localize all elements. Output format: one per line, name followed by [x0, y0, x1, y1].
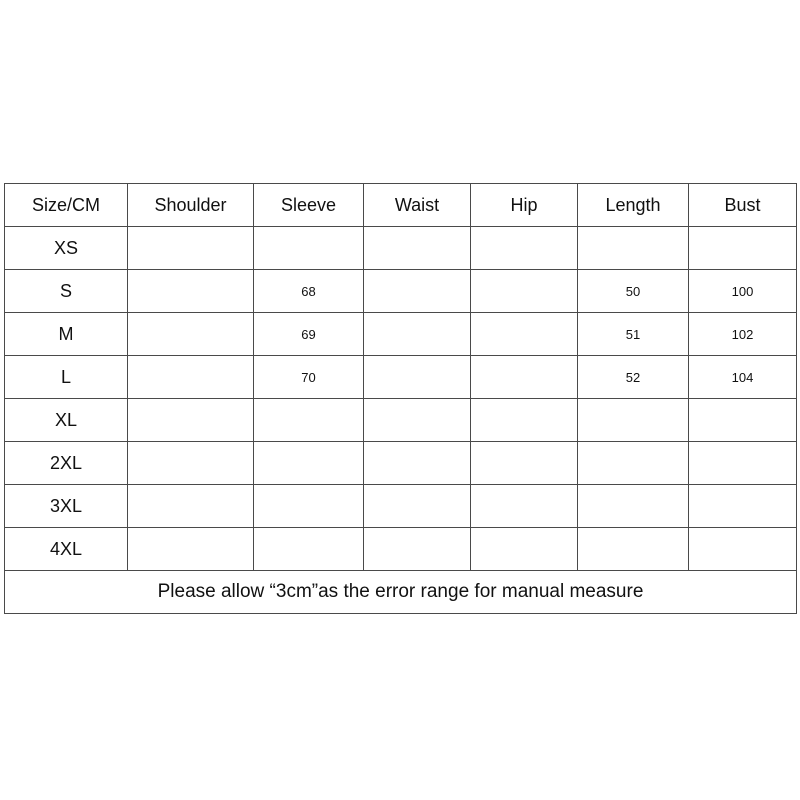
size-label: 4XL: [5, 528, 128, 571]
shoulder-value: [128, 356, 254, 399]
sleeve-value: 69: [254, 313, 364, 356]
size-label: 2XL: [5, 442, 128, 485]
size-label: M: [5, 313, 128, 356]
length-value: 50: [578, 270, 689, 313]
waist-value: [364, 227, 471, 270]
waist-value: [364, 485, 471, 528]
table-row: [5, 313, 797, 356]
bust-value: 104: [689, 356, 797, 399]
header-row: [5, 184, 797, 227]
shoulder-value: [128, 313, 254, 356]
length-value: [578, 227, 689, 270]
length-value: [578, 485, 689, 528]
hip-value: [471, 485, 578, 528]
bust-value: [689, 399, 797, 442]
sleeve-value: [254, 227, 364, 270]
length-value: [578, 442, 689, 485]
shoulder-value: [128, 485, 254, 528]
sleeve-value: [254, 528, 364, 571]
table-row: [5, 270, 797, 313]
note-row: [5, 571, 797, 614]
header-length: Length: [578, 184, 689, 227]
measurement-note: Please allow “3cm”as the error range for manual measure: [5, 571, 797, 614]
hip-value: [471, 227, 578, 270]
hip-value: [471, 313, 578, 356]
waist-value: [364, 399, 471, 442]
waist-value: [364, 270, 471, 313]
shoulder-value: [128, 442, 254, 485]
sleeve-value: 68: [254, 270, 364, 313]
hip-value: [471, 442, 578, 485]
length-value: [578, 399, 689, 442]
bust-value: [689, 528, 797, 571]
header-shoulder: Shoulder: [128, 184, 254, 227]
shoulder-value: [128, 270, 254, 313]
table-row: [5, 227, 797, 270]
bust-value: [689, 442, 797, 485]
length-value: 52: [578, 356, 689, 399]
shoulder-value: [128, 399, 254, 442]
table-row: [5, 485, 797, 528]
table-row: [5, 528, 797, 571]
hip-value: [471, 356, 578, 399]
size-label: S: [5, 270, 128, 313]
shoulder-value: [128, 227, 254, 270]
header-hip: Hip: [471, 184, 578, 227]
waist-value: [364, 356, 471, 399]
table-row: [5, 442, 797, 485]
waist-value: [364, 528, 471, 571]
header-bust: Bust: [689, 184, 797, 227]
sleeve-value: [254, 442, 364, 485]
sleeve-value: 70: [254, 356, 364, 399]
bust-value: 100: [689, 270, 797, 313]
table-row: [5, 399, 797, 442]
header-waist: Waist: [364, 184, 471, 227]
waist-value: [364, 313, 471, 356]
size-label: 3XL: [5, 485, 128, 528]
table-row: [5, 356, 797, 399]
size-label: XL: [5, 399, 128, 442]
header-sleeve: Sleeve: [254, 184, 364, 227]
hip-value: [471, 528, 578, 571]
hip-value: [471, 270, 578, 313]
size-label: XS: [5, 227, 128, 270]
length-value: 51: [578, 313, 689, 356]
size-label: L: [5, 356, 128, 399]
header-size: Size/CM: [5, 184, 128, 227]
hip-value: [471, 399, 578, 442]
shoulder-value: [128, 528, 254, 571]
size-chart-table: [4, 183, 797, 614]
waist-value: [364, 442, 471, 485]
sleeve-value: [254, 399, 364, 442]
bust-value: [689, 227, 797, 270]
length-value: [578, 528, 689, 571]
sleeve-value: [254, 485, 364, 528]
bust-value: 102: [689, 313, 797, 356]
bust-value: [689, 485, 797, 528]
